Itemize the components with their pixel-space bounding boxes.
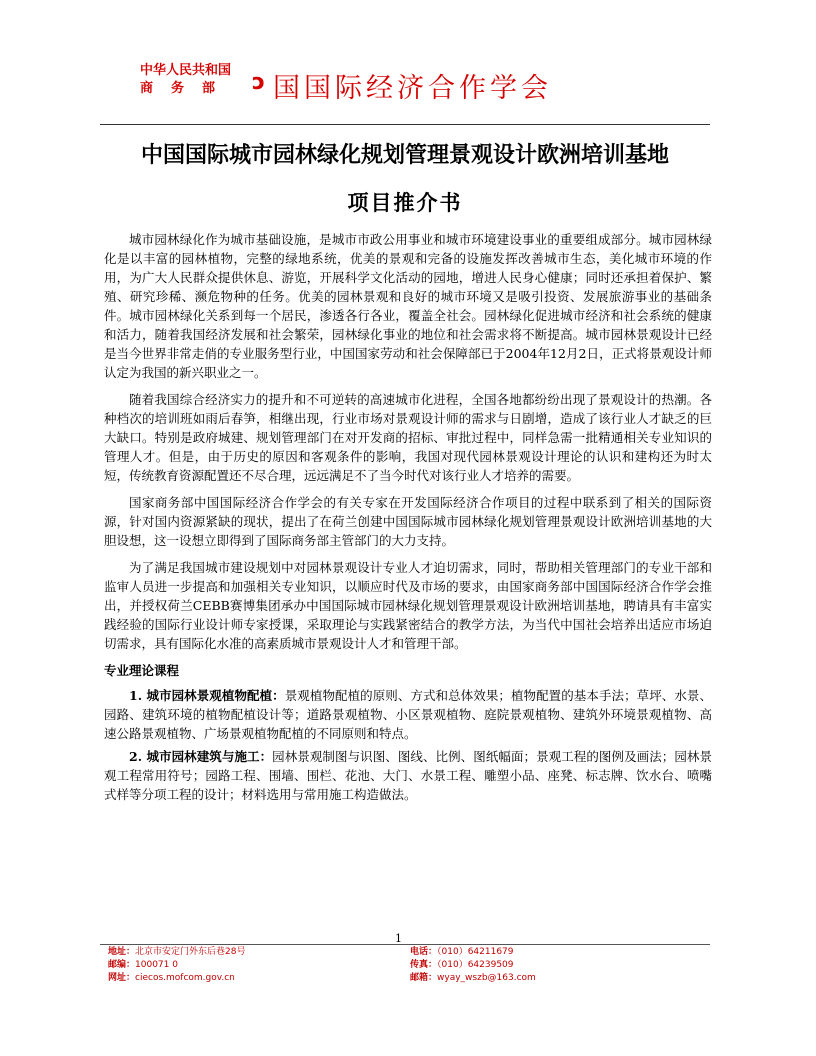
header-divider [100, 124, 710, 125]
postcode-label: 邮编： [108, 960, 136, 970]
phone-label: 电话： [410, 947, 438, 957]
letterhead [140, 62, 740, 110]
course-item [104, 686, 712, 743]
course-text: 景观植物配植的原则、方式和总体效果；植物配置的基本手法；草坪、水景、园路、建筑环境的植物配植设计等；道路景观植物、小区景观植物、庭院景观植物、建筑外环境景观植物、高速公路景观植物、广场景观植物配植的不同原则和特点。 [104, 688, 712, 741]
page-number: 1 [395, 932, 402, 945]
paragraph-2: 随着我国综合经济实力的提升和不可逆转的高速城市化进程，全国各地都纷纷出现了景观设计的热潮。各种档次的培训班如雨后春笋，相继出现，行业市场对景观设计师的需求与日剧增，造成了该行业人才缺乏的巨大缺口。特别是政府城建、规划管理部门在对开发商的招标、审批过程中，同样急需一批精通相关专业知识的管理人才。但是，由于历史的原因和客观条件的影响，我国对现代园林景观设计理论的认识和建构还为时太短，传统教育资源配置还不尽合理，远远满足不了当今时代对该行业人才培养的需要。 [104, 392, 712, 483]
organization-name: 国国际经济合作学会 [273, 73, 552, 104]
address-label: 地址： [108, 947, 136, 957]
email-label: 邮箱： [410, 973, 438, 983]
document-subtitle: 项目推介书 [347, 190, 463, 215]
phone-value: （010）64211679 [437, 947, 514, 957]
course-item [104, 747, 712, 804]
document-title: 中国国际城市园林绿化规划管理景观设计欧洲培训基地 [140, 142, 669, 168]
fax-value: （010）64239509 [437, 960, 514, 970]
section-heading: 专业理论课程 [104, 663, 180, 678]
paragraph-3: 国家商务部中国国际经济合作学会的有关专家在开发国际经济合作项目的过程中联系到了相关的国际资源，针对国内资源紧缺的现状，提出了在荷兰创建中国国际城市园林绿化规划管理景观设计欧洲培训基地的大胆设想，这一设想立即得到了国际商务部主管部门的大力支持。 [104, 495, 712, 548]
footer-divider [100, 944, 710, 945]
paragraph-1: 城市园林绿化作为城市基础设施，是城市市政公用事业和城市环境建设事业的重要组成部分。城市园林绿化是以丰富的园林植物，完整的绿地系统，优美的景观和完备的设施发挥改善城市生态，美化城市环境的作用，为广大人民群众提供休息、游览，开展科学文化活动的园地，增进人民身心健康；同时还承担着保护、繁殖、研究珍稀、濒危物种的任务。优美的园林景观和良好的城市环境又是吸引投资、发展旅游事业的基础条件。城市园林绿化关系到每一个居民，渗透各行各业，覆盖全社会。园林绿化促进城市经济和社会系统的健康和活力，随着我国经济发展和社会繁荣，园林绿化事业的地位和社会需求将不断提高。城市园林景观设计已经是当今世界非常走俏的专业服务型行业，中国国家劳动和社会保障部已于2004年12月2日，正式将景观设计师认定为我国的新兴职业之一。 [104, 232, 712, 380]
website-link[interactable]: ciecos.mofcom.gov.cn [135, 973, 235, 983]
footer-contact-right [410, 946, 536, 985]
course-title: 2. 城市园林建筑与施工： [129, 749, 273, 764]
website-label: 网址： [108, 973, 136, 983]
course-text: 园林景观制图与识图、图线、比例、图纸幅面；景观工程的图例及画法；园林景观工程常用符号；园路工程、围墙、围栏、花池、大门、水景工程、雕塑小品、座凳、标志牌、饮水台、喷嘴式样等分项工程的设计；材料选用与常用施工构造做法。 [104, 749, 712, 802]
paragraph-4: 为了满足我国城市建设规划中对园林景观设计专业人才迫切需求，同时，帮助相关管理部门的专业干部和监审人员进一步提高和加强相关专业知识，以顺应时代及市场的要求，由国家商务部中国国际经济合作学会推出，并授权荷兰CEBB赛博集团承办中国国际城市园林绿化规划管理景观设计欧洲培训基地，聘请具有丰富实践经验的国际行业设计师专家授课，采取理论与实践紧密结合的教学方法，为当代中国社会培养出适应市场迫切需求，具有国际化水准的高素质城市景观设计人才和管理干部。 [104, 560, 712, 651]
email-link[interactable]: wyay_wszb@163.com [437, 973, 536, 983]
ministry-name [140, 62, 233, 98]
ministry-line-1: 中华人民共和国 [140, 63, 232, 78]
ministry-line-2: 商务部 [140, 81, 234, 96]
footer-contact-left [108, 946, 245, 985]
address-value: 北京市安定门外东后巷28号 [135, 947, 246, 957]
logo-bracket: ɔ [252, 70, 266, 95]
document-body [104, 230, 712, 808]
postcode-value: 100071 0 [135, 960, 178, 970]
course-title: 1. 城市园林景观植物配植： [129, 688, 285, 703]
fax-label: 传真： [410, 960, 438, 970]
